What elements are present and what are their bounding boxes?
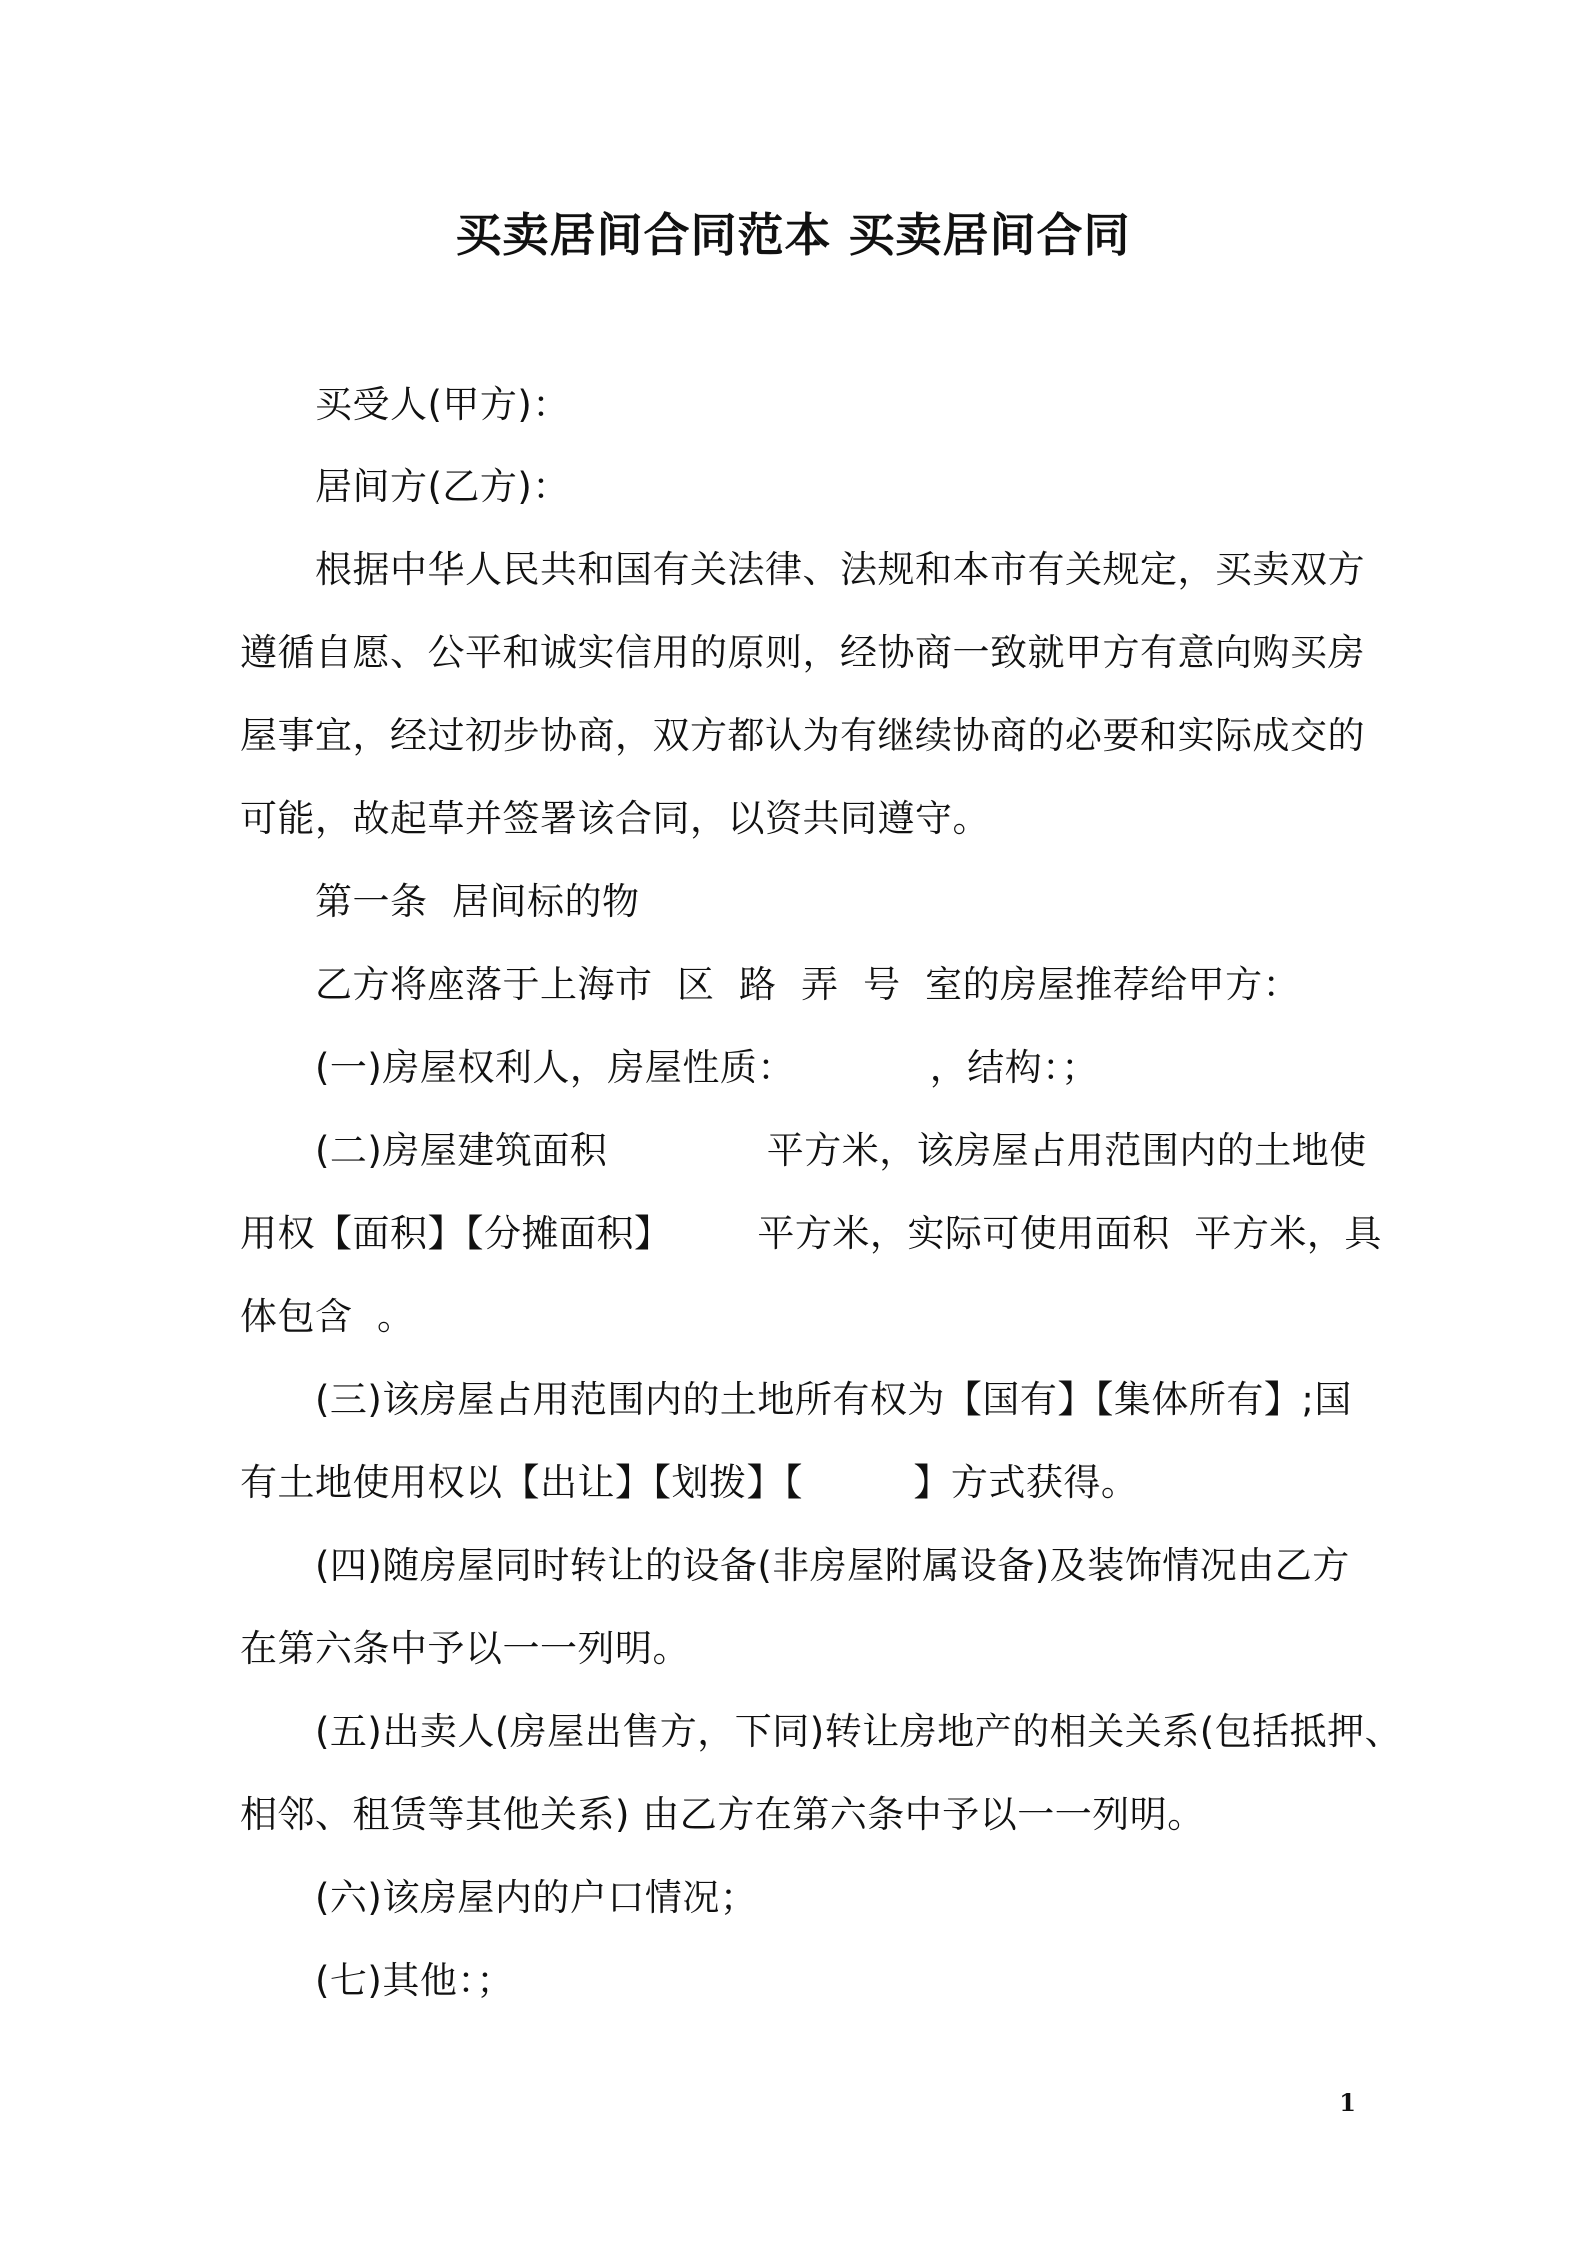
clause-line: (四)随房屋同时转让的设备(非房屋附属设备)及装饰情况由乙方: [315, 1544, 1350, 1587]
intermediary-line: 居间方(乙方)：: [315, 465, 570, 508]
clause-line: (二)房屋建筑面积 平方米，该房屋占用范围内的土地使: [315, 1129, 1367, 1172]
paragraph-line: 乙方将座落于上海市 区 路 弄 号 室的房屋推荐给甲方：: [315, 963, 1301, 1006]
paragraph-line: 遵循自愿、公平和诚实信用的原则，经协商一致就甲方有意向购买房: [240, 631, 1365, 674]
document-title: 买卖居间合同范本 买卖居间合同: [455, 208, 1131, 262]
clause-line: (六)该房屋内的户口情况；: [315, 1876, 758, 1919]
clause-line: 体包含 。: [240, 1295, 415, 1338]
clause-line: (七)其他：；: [315, 1959, 514, 2002]
paragraph-line: 屋事宜，经过初步协商，双方都认为有继续协商的必要和实际成交的: [240, 714, 1365, 757]
paragraph-line: 可能，故起草并签署该合同，以资共同遵守。: [240, 797, 990, 840]
article-heading: 第一条 居间标的物: [315, 880, 640, 923]
clause-line: (一)房屋权利人，房屋性质： ，结构：；: [315, 1046, 1099, 1089]
paragraph-line: 根据中华人民共和国有关法律、法规和本市有关规定，买卖双方: [315, 548, 1365, 591]
clause-line: 相邻、租赁等其他关系) 由乙方在第六条中予以一一列明。: [240, 1793, 1205, 1836]
clause-line: 有土地使用权以【出让】【划拨】【 】方式获得。: [240, 1461, 1139, 1504]
page-number: 1: [1339, 2088, 1356, 2117]
clause-line: (五)出卖人(房屋出售方，下同)转让房地产的相关关系(包括抵押、: [315, 1710, 1403, 1753]
clause-line: (三)该房屋占用范围内的土地所有权为【国有】【集体所有】;国: [315, 1378, 1352, 1421]
clause-line: 在第六条中予以一一列明。: [240, 1627, 690, 1670]
buyer-line: 买受人(甲方)：: [315, 383, 570, 426]
clause-line: 用权【面积】【分摊面积】 平方米，实际可使用面积 平方米，具: [240, 1212, 1382, 1255]
